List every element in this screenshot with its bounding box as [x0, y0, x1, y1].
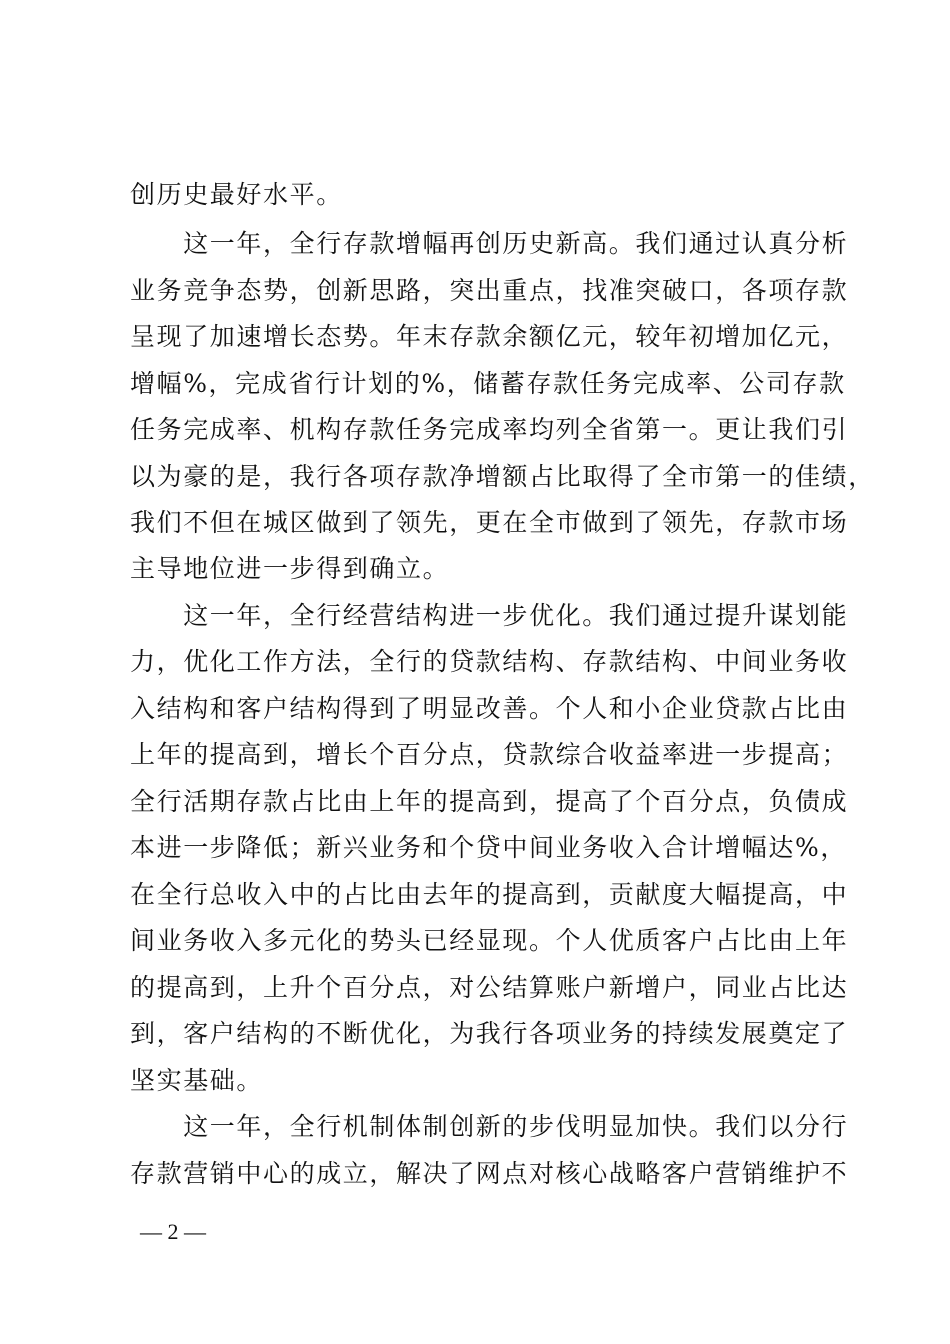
- text-line: 到，客户结构的不断优化，为我行各项业务的持续发展奠定了: [130, 1019, 849, 1048]
- text-line: 上年的提高到，增长个百分点，贷款综合收益率进一步提高；: [130, 740, 849, 769]
- text-line: 这一年，全行经营结构进一步优化。我们通过提升谋划能: [130, 601, 849, 630]
- text-line: 呈现了加速增长态势。年末存款余额亿元，较年初增加亿元，: [130, 322, 849, 351]
- text-line: 力，优化工作方法，全行的贷款结构、存款结构、中间业务收: [130, 647, 849, 676]
- text-line: 在全行总收入中的占比由去年的提高到，贡献度大幅提高，中: [130, 880, 849, 909]
- text-line: 这一年，全行机制体制创新的步伐明显加快。我们以分行: [130, 1112, 849, 1141]
- text-line: 业务竞争态势，创新思路，突出重点，找准突破口，各项存款: [130, 276, 849, 305]
- text-line: 坚实基础。: [130, 1066, 264, 1095]
- text-line: 主导地位进一步得到确立。: [130, 554, 450, 583]
- text-line: 增幅%，完成省行计划的%，储蓄存款任务完成率、公司存款: [130, 369, 846, 398]
- text-line: 以为豪的是，我行各项存款净增额占比取得了全市第一的佳绩，: [130, 462, 875, 491]
- text-line: 创历史最好水平。: [130, 180, 343, 209]
- text-line: 这一年，全行存款增幅再创历史新高。我们通过认真分析: [130, 229, 849, 258]
- page-number: — 2 —: [140, 1219, 206, 1244]
- text-line: 的提高到，上升个百分点，对公结算账户新增户，同业占比达: [130, 973, 849, 1002]
- text-line: 入结构和客户结构得到了明显改善。个人和小企业贷款占比由: [130, 694, 849, 723]
- text-line: 任务完成率、机构存款任务完成率均列全省第一。更让我们引: [130, 415, 849, 444]
- text-line: 本进一步降低；新兴业务和个贷中间业务收入合计增幅达%，: [130, 833, 847, 862]
- text-line: 我们不但在城区做到了领先，更在全市做到了领先，存款市场: [130, 508, 849, 537]
- text-line: 间业务收入多元化的势头已经显现。个人优质客户占比由上年: [130, 926, 849, 955]
- text-line: 全行活期存款占比由上年的提高到，提高了个百分点，负债成: [130, 787, 849, 816]
- text-line: 存款营销中心的成立，解决了网点对核心战略客户营销维护不: [130, 1159, 849, 1188]
